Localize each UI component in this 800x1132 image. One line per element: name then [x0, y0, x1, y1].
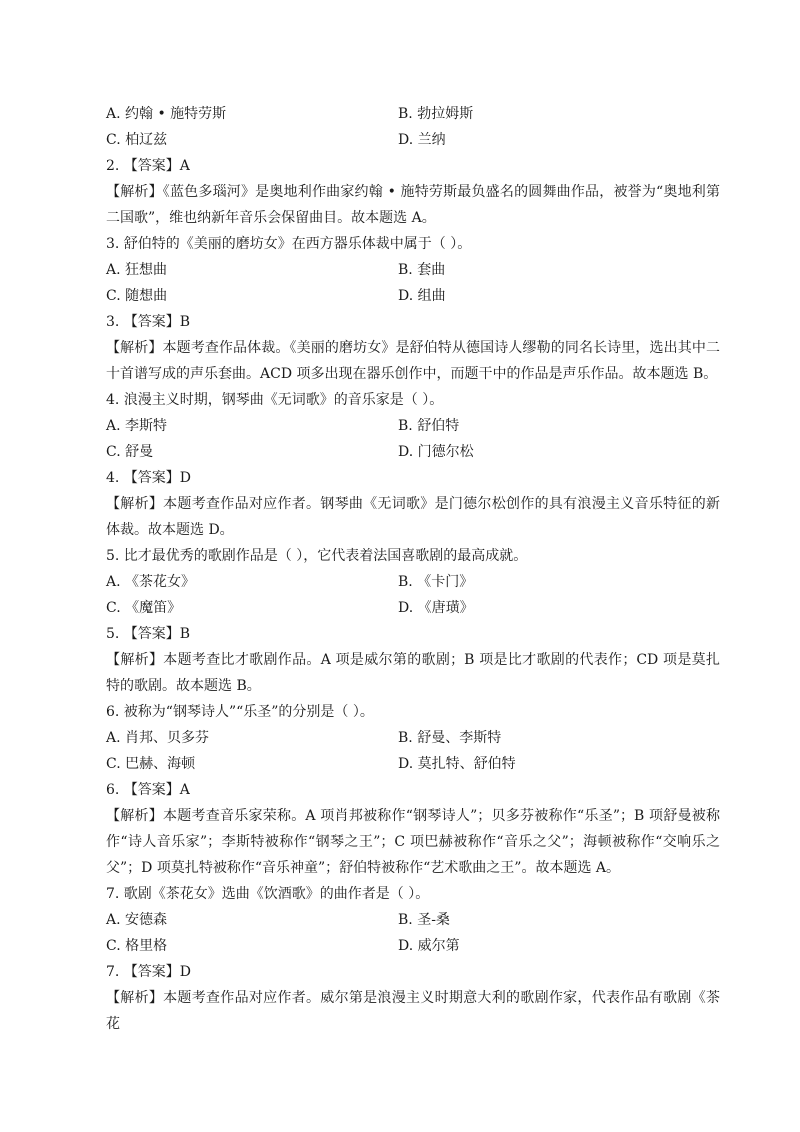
- q7-explanation: 【解析】本题考查作品对应作者。威尔第是浪漫主义时期意大利的歌剧作家，代表作品有歌剧《茶花: [106, 990, 720, 1032]
- q5-question: 5. 比才最优秀的歌剧作品是（ ），它代表着法国喜歌剧的最高成就。: [106, 548, 528, 564]
- q6-answer: 6. 【答案】A: [106, 782, 190, 798]
- q2-answer: 2. 【答案】A: [106, 158, 190, 174]
- q6-question: 6. 被称为“钢琴诗人”“乐圣”的分别是（ ）。: [106, 704, 374, 720]
- q4-option-d: D. 门德尔松: [398, 444, 474, 460]
- q5-option-c: C. 《魔笛》: [106, 600, 182, 616]
- q5-option-b: B. 《卡门》: [398, 574, 474, 590]
- q1-option-d: D. 兰纳: [398, 132, 446, 148]
- q3-answer: 3. 【答案】B: [106, 314, 191, 330]
- q1-option-a: A. 约翰 • 施特劳斯: [106, 106, 227, 122]
- q1-option-b: B. 勃拉姆斯: [398, 106, 474, 122]
- q3-option-a: A. 狂想曲: [106, 262, 168, 278]
- q7-option-c: C. 格里格: [106, 938, 168, 954]
- q7-question: 7. 歌剧《茶花女》选曲《饮酒歌》的曲作者是（ ）。: [106, 886, 430, 902]
- q6-option-d: D. 莫扎特、舒伯特: [398, 756, 516, 772]
- q6-option-a: A. 肖邦、贝多芬: [106, 730, 210, 746]
- q3-option-b: B. 套曲: [398, 262, 446, 278]
- q7-option-d: D. 威尔第: [398, 938, 460, 954]
- q4-option-a: A. 李斯特: [106, 418, 168, 434]
- q5-option-d: D. 《唐璜》: [398, 600, 474, 616]
- q5-answer: 5. 【答案】B: [106, 626, 191, 642]
- q6-explanation: 【解析】本题考查音乐家荣称。A 项肖邦被称作“钢琴诗人”；贝多芬被称作“乐圣”；B 项舒曼被称作“诗人音乐家”；李斯特被称作“钢琴之王”；C 项巴赫被称作“音乐之父”；海顿被称作“交响乐之父”；D 项莫扎特被称作“音乐神童”；舒伯特被称作“艺术歌曲之王”。故本题选 A。: [106, 808, 720, 876]
- q4-answer: 4. 【答案】D: [106, 470, 192, 486]
- q1-option-c: C. 柏辽兹: [106, 132, 168, 148]
- q3-question: 3. 舒伯特的《美丽的磨坊女》在西方器乐体裁中属于（ ）。: [106, 236, 472, 252]
- q2-explanation: 【解析】《蓝色多瑙河》是奥地利作曲家约翰 • 施特劳斯最负盛名的圆舞曲作品，被誉为“奥地利第二国歌”，维也纳新年音乐会保留曲目。故本题选 A。: [106, 184, 720, 226]
- q5-option-a: A. 《茶花女》: [106, 574, 196, 590]
- q7-option-b: B. 圣-桑: [398, 912, 450, 928]
- q3-option-c: C. 随想曲: [106, 288, 168, 304]
- q4-explanation: 【解析】本题考查作品对应作者。钢琴曲《无词歌》是门德尔松创作的具有浪漫主义音乐特征的新体裁。故本题选 D。: [106, 496, 720, 538]
- q4-option-c: C. 舒曼: [106, 444, 154, 460]
- q3-option-d: D. 组曲: [398, 288, 446, 304]
- q6-option-c: C. 巴赫、海顿: [106, 756, 196, 772]
- q4-option-b: B. 舒伯特: [398, 418, 460, 434]
- q5-explanation: 【解析】本题考查比才歌剧作品。A 项是威尔第的歌剧；B 项是比才歌剧的代表作；CD 项是莫扎特的歌剧。故本题选 B。: [106, 652, 720, 694]
- q3-explanation: 【解析】本题考查作品体裁。《美丽的磨坊女》是舒伯特从德国诗人缪勒的同名长诗里，选出其中二十首谱写成的声乐套曲。ACD 项多出现在器乐创作中，而题干中的作品是声乐作品。故本题选 B。: [106, 340, 720, 382]
- q6-option-b: B. 舒曼、李斯特: [398, 730, 502, 746]
- q7-answer: 7. 【答案】D: [106, 964, 192, 980]
- q7-option-a: A. 安德森: [106, 912, 168, 928]
- q4-question: 4. 浪漫主义时期，钢琴曲《无词歌》的音乐家是（ ）。: [106, 392, 444, 408]
